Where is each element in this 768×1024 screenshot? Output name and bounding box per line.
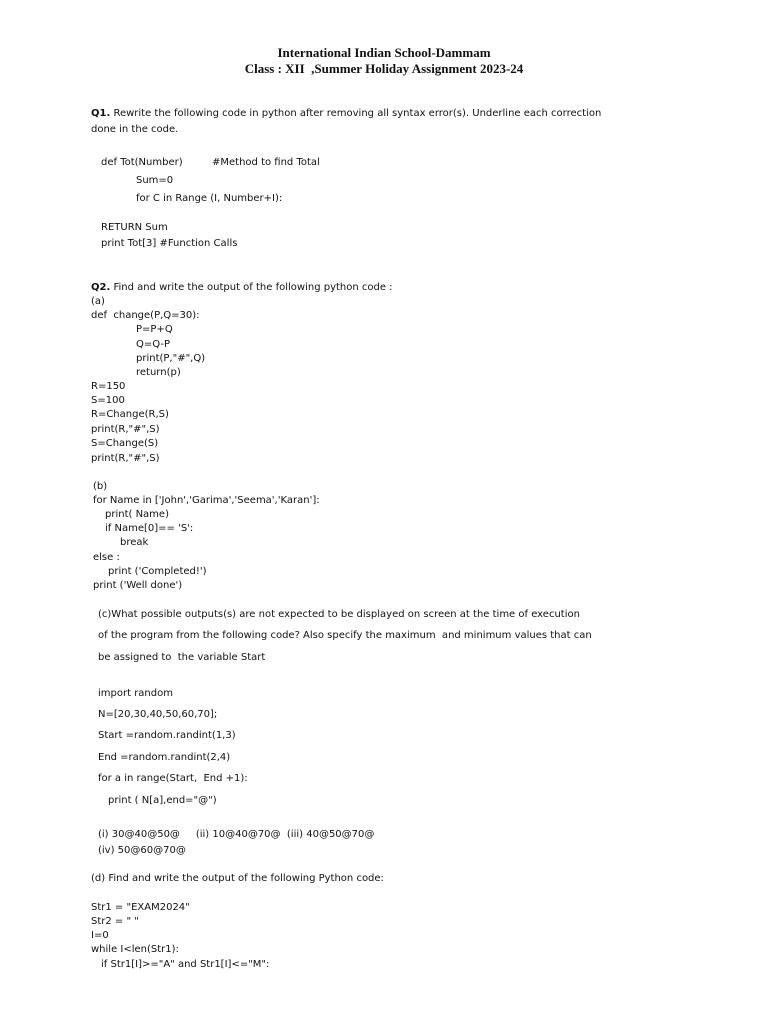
q1-code-comment: #Method to find Total	[212, 157, 320, 168]
q1-prompt-text: Rewrite the following code in python after removing all syntax error(s). Underline each correction	[110, 108, 602, 119]
assignment-title: Class : XII ,Summer Holiday Assignment 2023-24	[244, 61, 524, 76]
q2a-code-line: S=100	[91, 395, 125, 406]
q2a-code-line: P=P+Q	[136, 324, 173, 335]
q2d-code-line: while I<len(Str1):	[91, 944, 179, 955]
q1-code-line: Sum=0	[136, 175, 174, 186]
q1-code-line: RETURN Sum	[101, 222, 168, 233]
q2c-code-line: for a in range(Start, End +1):	[98, 773, 248, 784]
q2c-prompt-line3: be assigned to the variable Start	[98, 652, 266, 663]
q2b-code-line: print ('Well done')	[93, 580, 183, 591]
school-title: International Indian School-Dammam	[277, 45, 491, 60]
q1-code-line: for C in Range (I, Number+I):	[136, 193, 283, 204]
q2b-code-line: for Name in ['John','Garima','Seema','Karan']:	[93, 495, 320, 506]
q2a-code-line: return(p)	[136, 367, 181, 378]
q2a-code-line: print(R,"#",S)	[91, 424, 160, 435]
q2c-prompt-line2: of the program from the following code? Also specify the maximum and minimum values that can	[98, 630, 592, 641]
q1-label: Q1.	[91, 108, 111, 119]
q2c-code-line: N=[20,30,40,50,60,70];	[98, 709, 218, 720]
q2d-code-line: I=0	[91, 930, 109, 941]
q2c-code-line: End =random.randint(2,4)	[98, 752, 231, 763]
q2b-code-line: break	[120, 537, 149, 548]
q2d-prompt: (d) Find and write the output of the following Python code:	[91, 873, 384, 884]
q2-prompt-text: Find and write the output of the following python code :	[110, 282, 393, 293]
q2a-code-line: R=Change(R,S)	[91, 409, 169, 420]
q2b-code-line: if Name[0]== 'S':	[105, 523, 194, 534]
q2a-label: (a)	[91, 296, 105, 307]
q2d-code-line: Str1 = "EXAM2024"	[91, 902, 190, 913]
q2c-code-line: import random	[98, 688, 173, 699]
q2b-code-line: print( Name)	[105, 509, 169, 520]
q2a-code-line: S=Change(S)	[91, 438, 159, 449]
q2c-options-line2: (iv) 50@60@70@	[98, 845, 186, 856]
q2-prompt	[91, 282, 393, 294]
q2c-code-line: Start =random.randint(1,3)	[98, 730, 236, 741]
q2-label: Q2.	[91, 282, 111, 293]
q2b-code-line: else :	[93, 552, 120, 563]
q2c-code-line: print ( N[a],end="@")	[108, 795, 217, 806]
q2d-code-line: Str2 = " "	[91, 916, 139, 927]
q2c-prompt-line1: (c)What possible outputs(s) are not expected to be displayed on screen at the time of execution	[98, 609, 580, 620]
q2b-code-line: print ('Completed!')	[108, 566, 207, 577]
q2b-label: (b)	[93, 481, 108, 492]
q2a-code-line: def change(P,Q=30):	[91, 310, 200, 321]
q2a-code-line: print(P,"#",Q)	[136, 353, 206, 364]
q1-prompt-line1	[91, 108, 601, 120]
q2a-code-line: print(R,"#",S)	[91, 453, 160, 464]
q2a-code-line: R=150	[91, 381, 126, 392]
q1-code-line: def Tot(Number)	[101, 157, 183, 168]
q2c-options-line1: (i) 30@40@50@ (ii) 10@40@70@ (iii) 40@50@70@	[98, 829, 375, 840]
q2d-code-line: if Str1[I]>="A" and Str1[I]<="M":	[101, 959, 270, 970]
q1-code-line: print Tot[3] #Function Calls	[101, 238, 238, 249]
q1-prompt-line2: done in the code.	[91, 124, 179, 135]
q2a-code-line: Q=Q-P	[136, 339, 171, 350]
